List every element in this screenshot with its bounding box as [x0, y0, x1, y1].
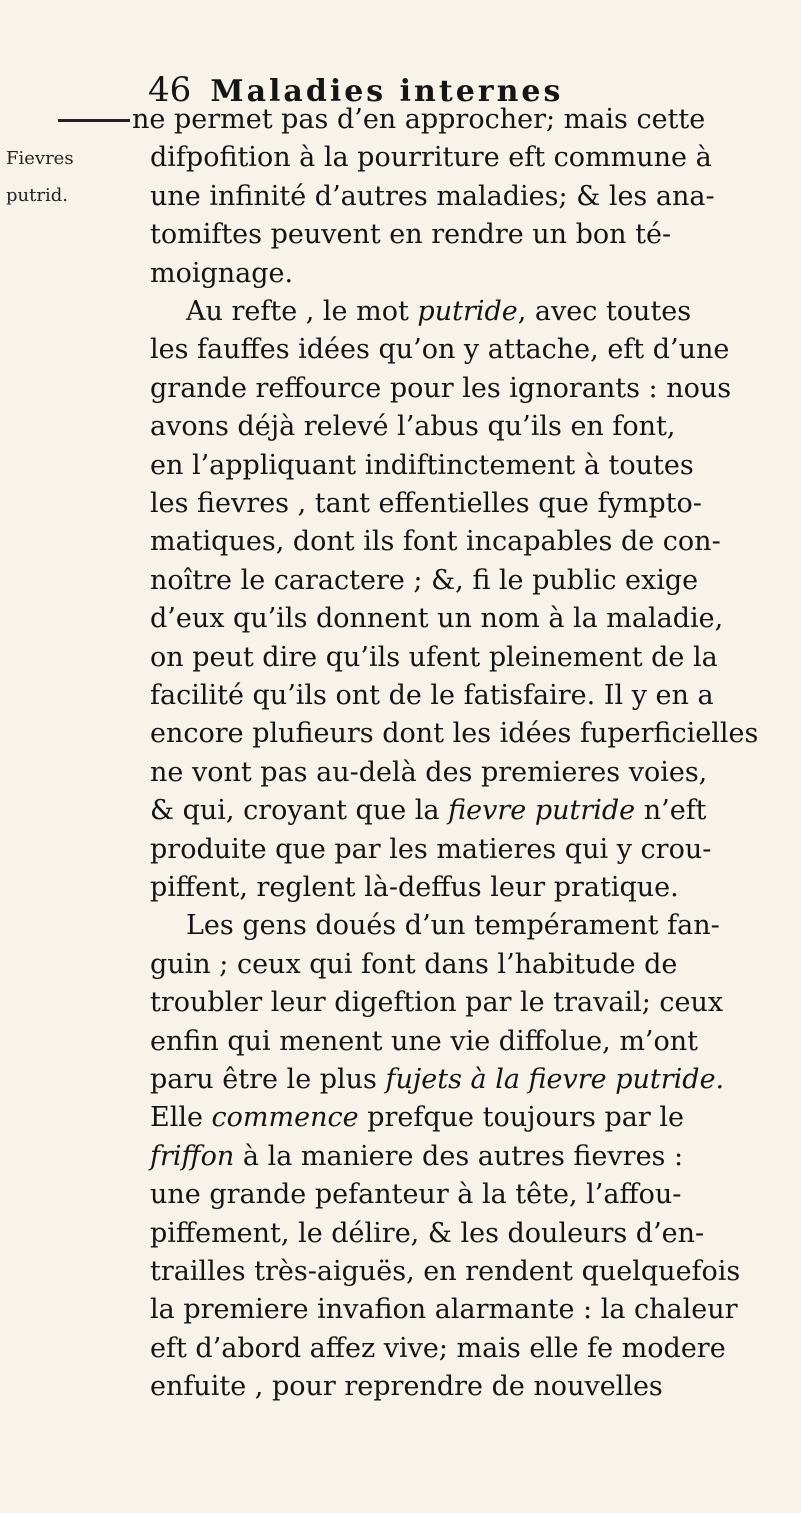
text-line: ne vont pas au-delà des premieres voies,	[150, 756, 708, 788]
text-line: les fievres , tant effentielles que fympto-	[150, 488, 702, 519]
italic-segment: fujets à la fievre putride.	[385, 1064, 725, 1095]
text-line: on peut dire qu’ils ufent pleinement de la	[150, 641, 718, 673]
text-line: eft d’abord affez vive; mais elle fe modere	[150, 1332, 726, 1364]
text-line	[150, 795, 707, 827]
text-line: grande reffource pour les ignorants : nous	[150, 372, 732, 404]
text-line: matiques, dont ils font incapables de con-	[150, 526, 721, 558]
text-line: troubler leur digeftion par le travail; ceux	[150, 987, 724, 1019]
italic-segment: commence	[211, 1102, 359, 1134]
text-segment: Elle	[150, 1102, 212, 1134]
italic-segment: fievre putride	[448, 795, 636, 827]
margin-dash-rule	[58, 119, 130, 122]
text-line	[150, 1064, 724, 1096]
text-line: la premiere invafion alarmante : la chaleur	[150, 1294, 738, 1326]
text-line: enfuite , pour reprendre de nouvelles	[150, 1371, 663, 1403]
page-number: 46	[148, 70, 192, 110]
text-line: tomiftes peuvent en rendre un bon té-	[150, 219, 672, 251]
italic-segment: friffon	[150, 1140, 235, 1172]
text-segment: , avec toutes	[517, 296, 692, 327]
text-line	[150, 1141, 683, 1173]
text-line: avons déjà relevé l’abus qu’ils en font,	[150, 411, 676, 443]
text-segment: & qui, croyant que la	[150, 795, 449, 827]
text-line: les fauffes idées qu’on y attache, eft d’une	[150, 334, 730, 366]
text-segment: prefque toujours par le	[358, 1102, 684, 1134]
text-line	[150, 1102, 684, 1134]
italic-segment: putride	[417, 296, 518, 327]
text-line: noître le caractere ; &, fi le public exige	[150, 564, 699, 596]
margin-note-putrid: putrid.	[6, 185, 68, 206]
text-line: guin ; ceux qui font dans l’habitude de	[150, 948, 678, 980]
margin-note-fievres: Fievres	[6, 148, 74, 169]
text-segment: à la maniere des autres fievres :	[234, 1140, 684, 1172]
text-line: difpofition à la pourriture eft commune à	[150, 142, 712, 174]
text-line: une infinité d’autres maladies; & les ana-	[150, 180, 715, 212]
text-line: encore plufieurs dont les idées fuperficielles	[150, 718, 759, 750]
text-line: piffement, le délire, & les douleurs d’en-	[150, 1217, 705, 1249]
text-segment: n’eft	[635, 795, 707, 827]
text-line: facilité qu’ils ont de le fatisfaire. Il y en a	[150, 680, 714, 711]
text-line: enfin qui menent une vie diffolue, m’ont	[150, 1025, 699, 1057]
text-line: trailles très-aiguës, en rendent quelquefois	[150, 1256, 741, 1287]
text-line: produite que par les matieres qui y crou-	[150, 833, 712, 865]
running-title: Maladies internes	[210, 74, 564, 109]
text-line: une grande pefanteur à la tête, l’affou-	[150, 1179, 682, 1211]
text-line: moignage.	[150, 257, 294, 289]
text-line	[186, 296, 691, 328]
text-segment: paru être le plus	[150, 1064, 386, 1095]
text-line: piffent, reglent là-deffus leur pratique.	[150, 872, 679, 903]
text-line: en l’appliquant indiftinctement à toutes	[150, 449, 694, 481]
text-line: d’eux qu’ils donnent un nom à la maladie,	[150, 603, 724, 635]
text-line: ne permet pas d’en approcher; mais cette	[132, 104, 706, 135]
text-line: Les gens doués d’un tempérament fan-	[186, 910, 720, 942]
text-segment: Au refte , le mot	[186, 296, 418, 327]
